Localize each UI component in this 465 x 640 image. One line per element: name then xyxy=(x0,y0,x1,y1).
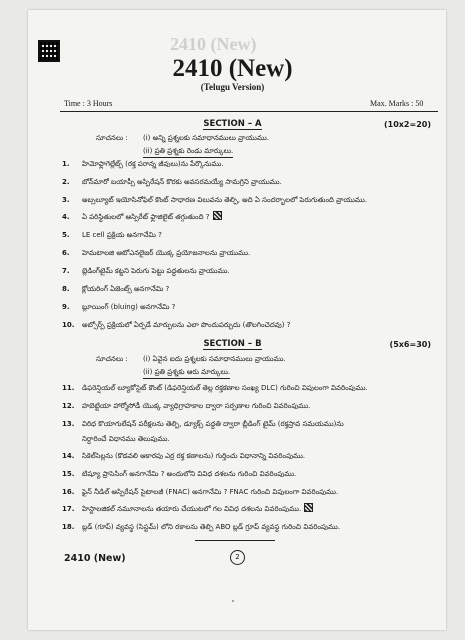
time-label: Time : 3 Hours xyxy=(64,99,113,108)
section-b-note-1: (i) ఏవైన ఐదు ప్రశ్నలకు సమాధానములు వ్రాయుము. xyxy=(143,355,286,363)
section-a-marks: (10x2=20) xyxy=(383,120,431,129)
max-marks-label: Max. Marks : 50 xyxy=(370,99,424,108)
paper-subtitle: (Telugu Version) xyxy=(200,82,265,92)
question-item: 16. ఫైన్ నీడిల్ ఆస్పిరేషన్ సైటాలజీ (FNAC) అనగానేమి ? FNAC గురించి విపులంగా వివరింపుము. xyxy=(62,488,339,496)
qr-code-icon xyxy=(304,503,313,512)
footer-paper-code: 2410 (New) xyxy=(64,553,126,564)
question-item: 9. బ్లూయింగ్ (bluing) అనగానేమి ? xyxy=(62,303,176,311)
section-a-note-2: (ii) ప్రతి ప్రశ్నకు రెండు మార్కులు. xyxy=(143,147,233,158)
question-item: 11. డిఫరెన్షియల్ ల్యూకోసైట్ కౌంట్ (డిఫరెన్షియల్ తెల్ల రక్తకణాల సంఖ్య DLC) గురించి విపులంగా వివరింపుము. xyxy=(62,384,368,392)
question-item: 13. విరిధ కొయాగులేషన్ పరీక్షలను తెల్పి, డ్యూక్స్ పద్ధతి ద్వారా బ్లీడింగ్ టైమ్ (రక్తస్రావ సమయము)ను xyxy=(62,420,344,428)
section-b-marks: (5x6=30) xyxy=(389,340,431,349)
section-b-note-2: (ii) ప్రతి ప్రశ్నకు ఆరు మార్కులు. xyxy=(143,368,230,379)
question-item: 17. హిస్టాలజికల్ నమూనాలను తయారు చేయుటలో గల వివిధ దశలను వివరింపుము. xyxy=(62,502,313,516)
question-item: 3. అబ్సల్యూట్ ఇయోసినోఫిల్ కౌంట్ సాధారణ విలువను తెల్పి, అది ఏ సందర్భాలలో పెరుగుతుంది వ్రాయుము. xyxy=(62,196,367,204)
question-item: 14. సికెల్‌సెల్లను (కొడవలి ఆకారపు ఎర్ర రక్త కణాలను) గుర్తించు విధానాన్ని వివరింపుము. xyxy=(62,452,306,460)
page-number: 2 xyxy=(230,550,245,565)
question-item: 4. ఏ పరిస్థితులలో ఆస్పిరేట్ ఫ్లాజిలైట్ తగ్గుతుంది ? xyxy=(62,210,222,224)
header-divider xyxy=(60,111,438,112)
question-item: 1. హిమోఫ్లాగెల్లేట్స్ (రక్త పరాన్న జీవులు)ను పేర్కొనుము. xyxy=(62,160,224,168)
question-item: 2. బోన్‌మారో బయాప్సీ అస్పిరేషన్ కొరకు అవసరమయ్యే సామగ్రిని వ్రాయుము. xyxy=(62,178,282,186)
paper-speck xyxy=(232,600,234,602)
section-b-note-label: సూచనలు : xyxy=(96,355,128,363)
question-item: 5. LE cell ప్రక్రియ అనగానేమి ? xyxy=(62,231,162,239)
question-item: 15. టిష్యూ ప్రాసెసింగ్ అనగానేమి ? అందులోని వివిధ దశలను గురించి వివరింపుము. xyxy=(62,470,297,478)
question-item: 6. హెమటాలజి ఆటోఎనలైజర్ యొక్క ప్రయోజనాలను వ్రాయుము. xyxy=(62,249,251,257)
qr-code-icon xyxy=(213,211,222,220)
section-a-note-label: సూచనలు : xyxy=(96,134,128,142)
section-b-heading: SECTION – B xyxy=(203,339,262,349)
question-item: 7. బ్లెడింగ్‌టైమ్ కట్టని పెరుగు పెట్టు పద్ధతులను వ్రాయుము. xyxy=(62,267,230,275)
question-item: 18. బ్లడ్ (గూప్) వ్యవస్థ (సిస్టమ్) లోని రకాలను తెల్పి ABO బ్లడ్ గ్రూప్ వ్యవస్థ గురించి వివరింపుము. xyxy=(62,523,341,531)
show-through-text: 2410 (New) xyxy=(170,34,257,54)
end-separator xyxy=(195,540,275,541)
paper-title: 2410 (New) xyxy=(172,55,293,82)
question-item: 12. హబెట్టియా హార్మోసోడీ యొక్క వ్యాధిగ్రాహకాల ద్వారా సర్పణాల గురించి వివరింపుము. xyxy=(62,402,311,410)
section-a-heading: SECTION – A xyxy=(203,119,262,129)
question-continuation: నిర్ధారించే విధానము తెలుపుము. xyxy=(82,435,170,443)
section-a-note-1: (i) అన్ని ప్రశ్నలకు సమాధానములు వ్రాయుము. xyxy=(143,134,269,142)
question-item: 10. అబ్సోర్ప్ ప్రక్రియలో ఏర్పడే మార్పులను ఎలా పొందుపర్చుదు (తొలగించెదవు) ? xyxy=(62,321,291,329)
question-item: 8. క్లోయరింగ్ ఏజెంట్స్ అనగానేమి ? xyxy=(62,285,170,293)
